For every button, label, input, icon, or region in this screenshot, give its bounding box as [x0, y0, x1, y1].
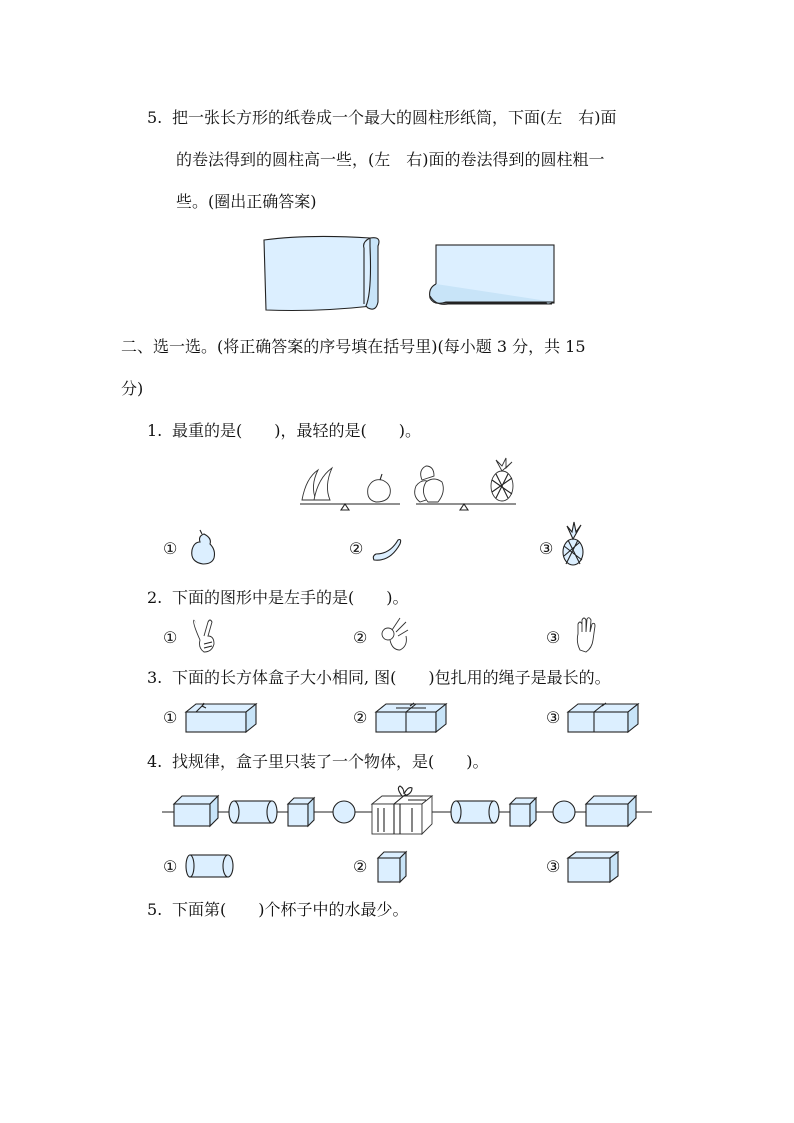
tied-box-option-2 — [374, 702, 448, 734]
paper-roll-left-figure — [258, 232, 388, 314]
small-cube-option-icon — [376, 850, 410, 884]
q4-text: 找规律，盒子里只装了一个物体，是( )。 — [172, 752, 489, 771]
tied-box-option-1 — [184, 702, 258, 734]
large-box-option-icon — [566, 850, 620, 884]
q1-text: 最重的是( )，最轻的是( )。 — [172, 421, 421, 440]
paper-roll-right-figure — [426, 242, 560, 308]
ok-hand-icon — [378, 616, 412, 654]
cylinder-option-icon — [186, 850, 236, 882]
tied-box-option-3 — [566, 702, 640, 734]
q5-line-2: 的卷法得到的圆柱高一些，(左 右)面的卷法得到的圆柱粗一 — [176, 150, 605, 169]
q2-text: 下面的图形中是左手的是( )。 — [172, 588, 409, 607]
q2-option-3-label: ③ — [546, 628, 561, 647]
q1-option-2-label: ② — [349, 539, 364, 558]
q3-number: 3. — [147, 668, 163, 687]
q3-text: 下面的长方体盒子大小相同, 图( )包扎用的绳子是最长的。 — [172, 668, 611, 687]
q5-line-1: 把一张长方形的纸卷成一个最大的圆柱形纸筒，下面(左 右)面 — [172, 108, 617, 127]
q3-option-3-label: ③ — [546, 708, 561, 727]
q3-option-2-label: ② — [353, 708, 368, 727]
q5-choice-number: 5. — [147, 900, 163, 919]
q1-number: 1. — [147, 421, 163, 440]
open-palm-icon — [574, 616, 598, 654]
q3-option-1-label: ① — [163, 708, 178, 727]
section2-heading-line2: 分) — [121, 379, 144, 398]
pear-option-icon — [186, 530, 220, 566]
q4-option-3-label: ③ — [546, 857, 561, 876]
victory-hand-icon — [190, 618, 218, 654]
section2-heading-line1: 二、选一选。(将正确答案的序号填在括号里)(每小题 3 分，共 15 — [121, 337, 586, 356]
q4-option-2-label: ② — [353, 857, 368, 876]
q5-number: 5. — [147, 108, 163, 127]
q2-option-2-label: ② — [353, 628, 368, 647]
q5-line-3: 些。(圈出正确答案) — [176, 192, 317, 211]
q2-number: 2. — [147, 588, 163, 607]
banana-option-icon — [372, 536, 404, 564]
pattern-sequence-figure — [162, 792, 652, 836]
q1-option-1-label: ① — [163, 539, 178, 558]
pineapple-option-icon — [560, 522, 588, 566]
q5-choice-text: 下面第( )个杯子中的水最少。 — [172, 900, 409, 919]
q4-number: 4. — [147, 752, 163, 771]
q2-option-1-label: ① — [163, 628, 178, 647]
q4-option-1-label: ① — [163, 857, 178, 876]
q1-option-3-label: ③ — [539, 539, 554, 558]
balance-scales-figure — [296, 456, 520, 516]
